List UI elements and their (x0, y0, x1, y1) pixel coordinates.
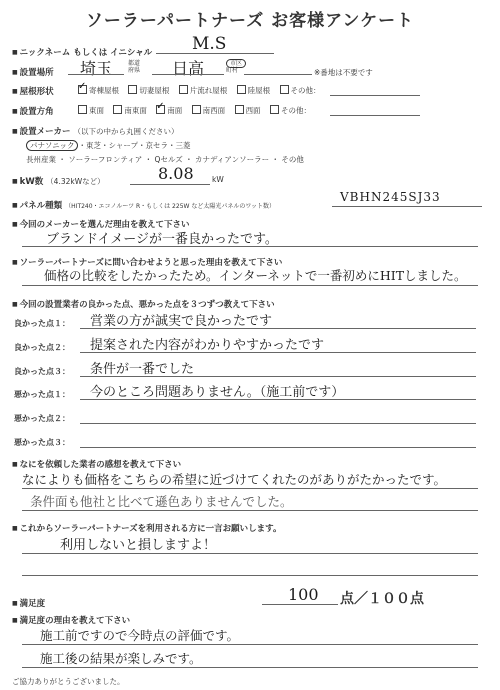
satisfaction-reason-answer-line2[interactable]: 施工後の結果が楽しみです。 (40, 651, 202, 666)
location-prefecture-unit: 都道 府県 (128, 60, 141, 74)
good-point-3-answer[interactable]: 条件が一番でした (90, 362, 195, 377)
direction-other-underline (330, 115, 420, 116)
good-point-1-answer[interactable]: 営業の方が誠実で良かったです (90, 314, 273, 329)
nickname-label: ■ ニックネーム もしくは イニシャル (12, 46, 152, 58)
location-city-value[interactable]: 日高 (172, 59, 205, 78)
impression-underline-2 (22, 510, 478, 511)
location-prefecture-value[interactable]: 埼玉 (80, 59, 113, 78)
roof-option-flat[interactable]: 陸屋根 (237, 86, 271, 95)
direction-option-south[interactable]: ✓ 南面 (156, 106, 182, 115)
good-point-1-label: 良かった点１： (14, 319, 70, 328)
roof-other-underline (330, 95, 420, 96)
roof-option-other[interactable]: その他： (280, 86, 321, 95)
roof-shape-options (78, 85, 328, 96)
direction-options (78, 105, 318, 116)
good-point-1-underline (80, 328, 476, 329)
direction-southwest-checkbox[interactable] (192, 105, 201, 114)
impression-underline-1 (22, 488, 478, 489)
good-point-2-answer[interactable]: 提案された内容がわかりやすかったです (90, 338, 325, 353)
satisfaction-underline (262, 604, 338, 605)
recommend-underline-1 (22, 553, 478, 554)
good-point-3-underline (80, 376, 476, 377)
direction-option-east[interactable]: 東面 (78, 106, 104, 115)
good-point-2-label: 良かった点２： (14, 343, 70, 352)
panel-underline (332, 206, 482, 207)
panel-label: ■ パネル種類 （HIT240・エコノルーツ R・もしくは 225W など太陽光パネルのワット数） (12, 199, 275, 211)
page-title: ソーラーパートナーズ お客様アンケート (85, 11, 415, 31)
bad-point-2-underline (80, 423, 476, 424)
satisfaction-reason-underline-2 (22, 667, 478, 668)
satisfaction-reason-label: ■ 満足度の理由を教えて下さい (12, 614, 130, 626)
good-bad-label: ■ 今回の設置業者の良かった点、悪かった点を３つずつ教えて下さい (12, 298, 275, 310)
maker-panasonic-circled[interactable]: パナソニック (26, 140, 78, 151)
maker-reason-underline (22, 246, 478, 247)
location-city-unit: 市区 町村 (226, 60, 246, 74)
maker-reason-answer[interactable]: ブランドイメージが一番良かったです。 (46, 232, 278, 247)
good-point-3-label: 良かった点３： (14, 367, 70, 376)
roof-option-hip[interactable]: ✓ 寄棟屋根 (78, 86, 119, 95)
bad-point-1-underline (80, 399, 476, 400)
direction-label: ■ 設置方角 (12, 105, 54, 117)
satisfaction-label: ■ 満足度 (12, 597, 45, 609)
satisfaction-reason-answer-line1[interactable]: 施工前ですので今時点の評価です。 (40, 628, 240, 643)
location-address-underline (244, 74, 312, 75)
location-label: ■ 設置場所 (12, 66, 54, 78)
direction-south-checkbox[interactable] (156, 105, 165, 114)
maker-label: ■ 設置メーカー （以下の中から丸囲ください） (12, 125, 178, 137)
nickname-underline (156, 53, 274, 54)
roof-option-gable[interactable]: 切妻屋根 (128, 86, 169, 95)
direction-southeast-checkbox[interactable] (113, 105, 122, 114)
kw-unit: kW (212, 175, 224, 184)
nickname-value[interactable]: M.S (192, 34, 227, 54)
inquiry-reason-label: ■ ソーラーパートナーズに問い合わせようと思った理由を教えて下さい (12, 256, 282, 268)
kw-value[interactable]: 8.08 (158, 164, 194, 183)
direction-option-southwest[interactable]: 南西面 (192, 106, 226, 115)
kw-label: ■ kW数 （4.32kWなど） (12, 175, 105, 187)
roof-other-checkbox[interactable] (280, 85, 289, 94)
recommend-underline-2 (22, 575, 478, 576)
inquiry-reason-answer[interactable]: 価格の比較をしたかったため。インターネットで一番初めにHITしました。 (44, 268, 467, 283)
impression-label: ■ なにを依頼した業者の感想を教えて下さい (12, 458, 181, 470)
bad-point-1-label: 悪かった点１： (14, 390, 70, 399)
bad-point-2-label: 悪かった点２： (14, 414, 70, 423)
direction-west-checkbox[interactable] (235, 105, 244, 114)
direction-option-southeast[interactable]: 南東面 (113, 106, 147, 115)
roof-shape-label: ■ 屋根形状 (12, 85, 54, 97)
bad-point-1-answer[interactable]: 今のところ問題ありません。（施工前です） (90, 385, 345, 400)
roof-flat-checkbox[interactable] (237, 85, 246, 94)
maker-options-row2: 長州産業 ・ ソーラーフロンティア ・ Qセルズ ・ カナディアンソーラー ・ その他 (26, 155, 304, 164)
recommend-answer[interactable]: 利用しないと損しますよ！ (60, 538, 217, 553)
inquiry-reason-underline (22, 285, 478, 286)
bad-point-3-underline (80, 447, 476, 448)
direction-other-checkbox[interactable] (270, 105, 279, 114)
impression-answer-line2[interactable]: 条件面も他社と比べて遜色ありませんでした。 (30, 494, 293, 509)
location-prefecture-underline (68, 74, 124, 75)
satisfaction-suffix: 点／１００点 (340, 591, 424, 607)
bad-point-3-label: 悪かった点３： (14, 438, 70, 447)
direction-option-other[interactable]: その他： (270, 106, 311, 115)
location-note: ※番地は不要です (314, 68, 373, 77)
direction-east-checkbox[interactable] (78, 105, 87, 114)
panel-value[interactable]: VBHN245SJ33 (340, 190, 441, 204)
roof-gable-checkbox[interactable] (128, 85, 137, 94)
roof-option-shed[interactable]: 片流れ屋根 (179, 86, 228, 95)
satisfaction-reason-underline-1 (22, 644, 478, 645)
maker-reason-label: ■ 今回のメーカーを選んだ理由を教えて下さい (12, 218, 190, 230)
kw-underline (130, 184, 210, 185)
good-point-2-underline (80, 352, 476, 353)
footer-thanks: ご協力ありがとうございました。 (12, 677, 125, 686)
direction-option-west[interactable]: 西面 (235, 106, 261, 115)
impression-answer-line1[interactable]: なによりも価格をこちらの希望に近づけてくれたのがありがたかったです。 (22, 472, 447, 487)
location-city-underline (152, 74, 224, 75)
maker-options-row1: パナソニック ・東芝・シャープ・京セラ・三菱 (26, 140, 190, 151)
satisfaction-score[interactable]: 100 (288, 585, 319, 604)
roof-hip-checkbox[interactable] (78, 85, 87, 94)
roof-shed-checkbox[interactable] (179, 85, 188, 94)
recommend-label: ■ これからソーラーパートナーズを利用される方に一言お願いします。 (12, 522, 281, 534)
